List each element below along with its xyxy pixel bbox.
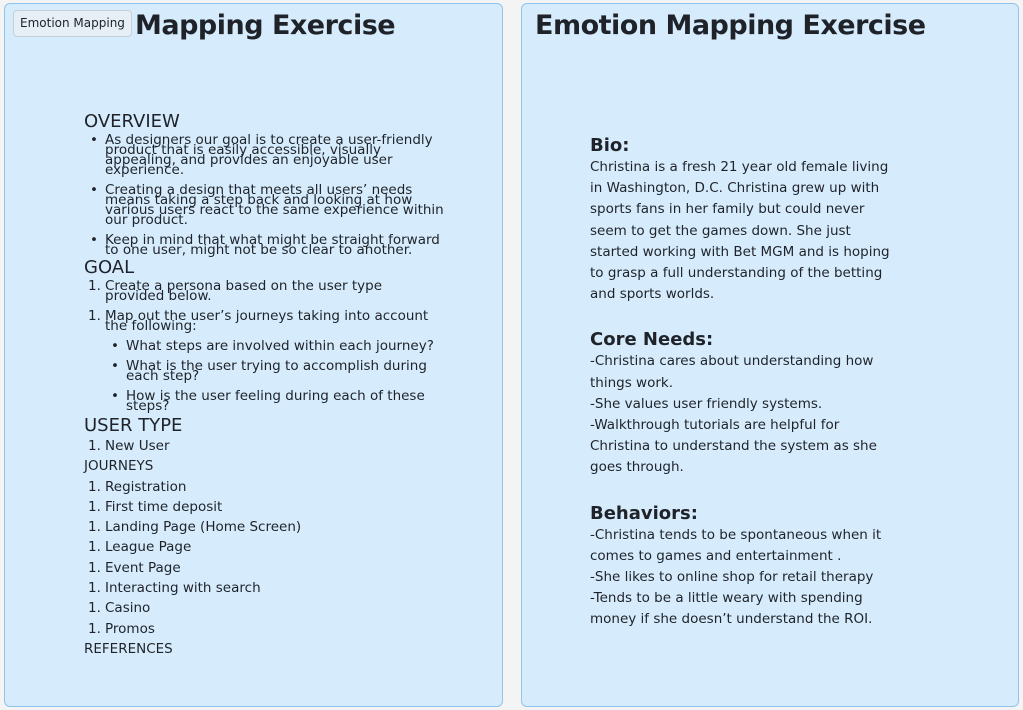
- frame-title: Emotion Mapping Exercise: [535, 10, 926, 41]
- bio-line: in Washington, D.C. Christina grew up with: [590, 180, 880, 197]
- goal-sublist: [105, 338, 444, 414]
- core-needs-line: goes through.: [590, 459, 684, 476]
- goal-list: [84, 278, 444, 414]
- bio-line: Christina is a fresh 21 year old female living: [590, 159, 889, 175]
- bio-heading: Bio:: [590, 135, 630, 156]
- list-item: • Keep in mind that what might be straight forward to one user, might not be so clear to another.: [84, 235, 444, 255]
- goal-heading: GOAL: [84, 257, 135, 278]
- core-needs-line: things work.: [590, 374, 674, 391]
- list-item: • What steps are involved within each journey?: [105, 341, 444, 361]
- frame-tag[interactable]: Emotion Mapping: [13, 10, 132, 37]
- list-item: 1. Promos: [84, 619, 444, 639]
- core-needs-line: -She values user friendly systems.: [590, 395, 823, 412]
- list-item: • How is the user feeling during each of these steps?: [105, 391, 444, 411]
- references-heading: REFERENCES: [84, 640, 173, 657]
- core-needs-heading: Core Needs:: [590, 329, 714, 351]
- list-item: 1. Event Page: [84, 558, 444, 578]
- behaviors-line: -Christina tends to be spontaneous when it: [590, 526, 882, 543]
- list-item: 1. First time deposit: [84, 497, 444, 517]
- list-item: [84, 308, 444, 414]
- list-item: • Creating a design that meets all users’ needs means taking a step back and looking at how various users react to the same experience within our product.: [84, 185, 444, 235]
- bio-line: started working with Bet MGM and is hoping: [590, 243, 890, 260]
- list-item: 1. League Page: [84, 537, 444, 557]
- bio-line: sports fans in her family but could never: [590, 201, 865, 218]
- behaviors-heading: Behaviors:: [590, 502, 698, 524]
- behaviors-section: [590, 503, 890, 631]
- emotion-mapping-frame[interactable]: [521, 3, 1019, 707]
- behaviors-line: -Tends to be a little weary with spending: [590, 590, 863, 607]
- list-item: 1. Create a persona based on the user type provided below.: [84, 281, 444, 311]
- user-type-heading: USER TYPE: [84, 415, 183, 436]
- core-needs-section: [590, 329, 890, 478]
- bio-line: to grasp a full understanding of the betting: [590, 265, 883, 282]
- core-needs-line: -Walkthrough tutorials are helpful for: [590, 417, 840, 434]
- list-item: 1. Landing Page (Home Screen): [84, 517, 444, 537]
- behaviors-line: -She likes to online shop for retail therapy: [590, 569, 874, 586]
- bio-line: and sports worlds.: [590, 286, 715, 303]
- behaviors-line: money if she doesn’t understand the ROI.: [590, 611, 873, 628]
- behaviors-line: comes to games and entertainment .: [590, 547, 842, 564]
- user-type-list: [84, 436, 444, 456]
- list-item: 1. New User: [84, 436, 444, 456]
- mapping-exercise-frame[interactable]: [4, 3, 503, 707]
- list-item-text: Map out the user’s journeys taking into account the following:: [105, 308, 429, 334]
- journeys-list: [84, 477, 444, 639]
- frame-title: Mapping Exercise: [135, 10, 396, 41]
- list-item: 1. Interacting with search: [84, 578, 444, 598]
- overview-heading: OVERVIEW: [84, 111, 180, 132]
- instructions-content: [84, 111, 444, 659]
- list-item: • As designers our goal is to create a user-friendly product that is easily accessible, visually appealing, and provides an enjoyable user experience.: [84, 135, 444, 185]
- core-needs-line: Christina to understand the system as she: [590, 438, 877, 455]
- overview-list: [84, 132, 444, 258]
- bio-section: [590, 135, 890, 305]
- list-item: 1. Registration: [84, 477, 444, 497]
- bio-line: seem to get the games down. She just: [590, 222, 851, 239]
- persona-content: [590, 135, 890, 655]
- journeys-heading: JOURNEYS: [84, 458, 154, 475]
- list-item: • What is the user trying to accomplish during each step?: [105, 361, 444, 391]
- list-item: 1. Casino: [84, 598, 444, 618]
- core-needs-line: -Christina cares about understanding how: [590, 353, 874, 370]
